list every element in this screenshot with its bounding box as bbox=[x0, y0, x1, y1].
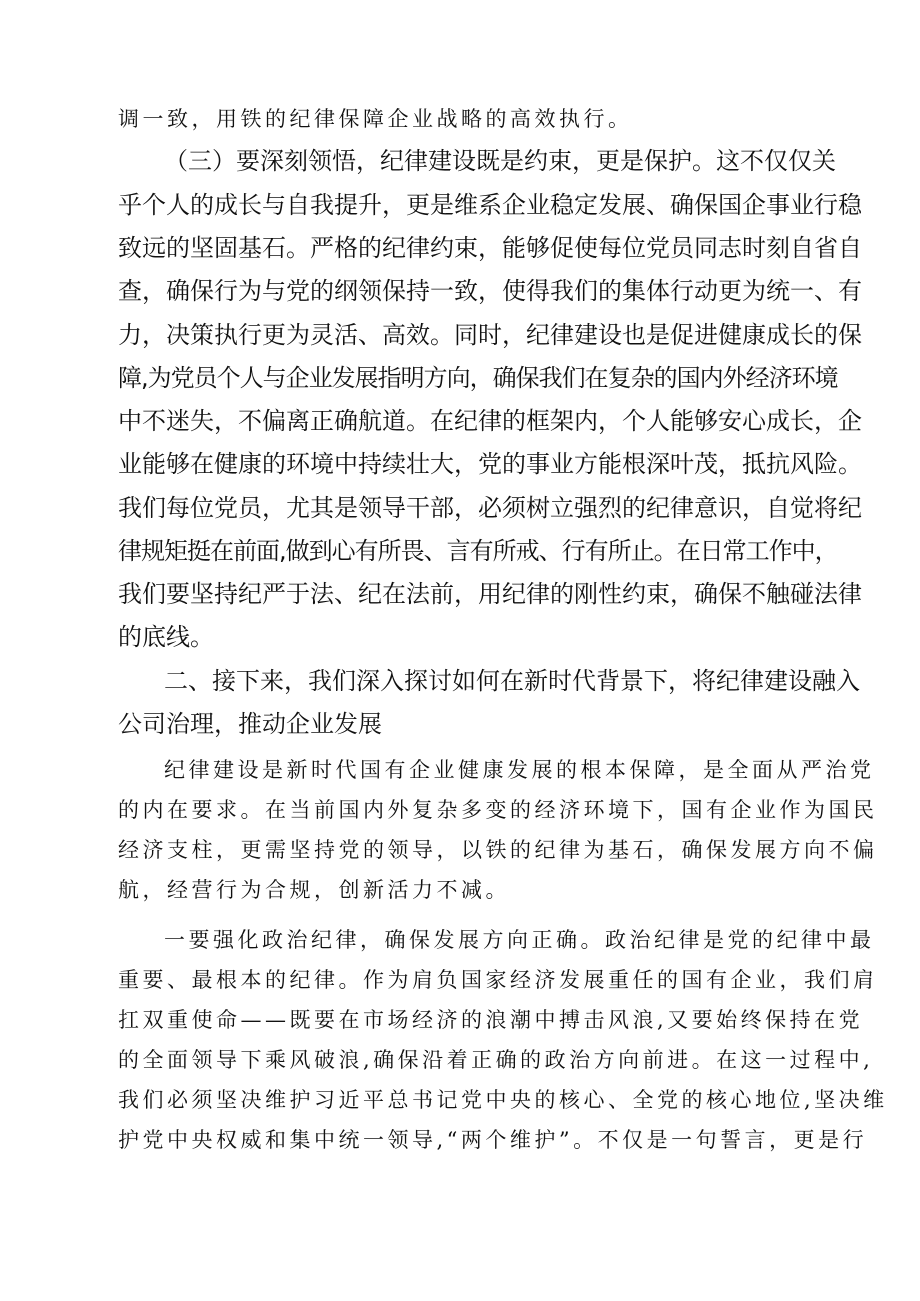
paragraph-4-line-4: 航，经营行为合规，创新活力不减。 bbox=[118, 878, 510, 902]
paragraph-3-line-3: 致远的坚固基石。严格的纪律约束，能够促使每位党员同志时刻自省自 bbox=[118, 234, 862, 262]
paragraph-3-line-7: 中不迷失，不偏离正确航道。在纪律的框架内，个人能够安心成长，企 bbox=[118, 407, 862, 435]
paragraph-3-line-12: 的底线。 bbox=[118, 623, 214, 651]
paragraph-3-line-10: 律规矩挺在前面,做到心有所畏、言有所戒、行有所止。在日常工作中， bbox=[118, 537, 838, 565]
paragraph-5-line-4: 的全面领导下乘风破浪,确保沿着正确的政治方向前进。在这一过程中, bbox=[118, 1048, 874, 1072]
paragraph-3-line-1: （三）要深刻领悟，纪律建设既是约束，更是保护。这不仅仅关 bbox=[164, 147, 836, 175]
paragraph-3-line-9: 我们每位党员，尤其是领导干部，必须树立强烈的纪律意识，自觉将纪 bbox=[118, 494, 862, 522]
carryover-line: 调一致，用铁的纪律保障企业战略的高效执行。 bbox=[118, 107, 633, 131]
paragraph-3-line-6: 障,为党员个人与企业发展指明方向，确保我们在复杂的国内外经济环境 bbox=[118, 364, 838, 392]
paragraph-4-line-2: 的内在要求。在当前国内外复杂多变的经济环境下，国有企业作为国民 bbox=[118, 798, 878, 822]
paragraph-3-line-2: 乎个人的成长与自我提升，更是维系企业稳定发展、确保国企事业行稳 bbox=[118, 191, 862, 219]
paragraph-5-line-5: 我们必须坚决维护习近平总书记党中央的核心、全党的核心地位,坚决维 bbox=[118, 1088, 888, 1112]
paragraph-3-line-11: 我们要坚持纪严于法、纪在法前，用纪律的刚性约束，确保不触碰法律 bbox=[118, 580, 862, 608]
paragraph-4-line-1: 纪律建设是新时代国有企业健康发展的根本保障，是全面从严治党 bbox=[164, 758, 875, 782]
paragraph-4-line-3: 经济支柱，更需坚持党的领导，以铁的纪律为基石，确保发展方向不偏 bbox=[118, 838, 878, 862]
paragraph-5-line-2: 重要、最根本的纪律。作为肩负国家经济发展重任的国有企业，我们肩 bbox=[118, 968, 878, 992]
paragraph-3-line-8: 业能够在健康的环境中持续壮大，党的事业方能根深叶茂，抵抗风险。 bbox=[118, 450, 862, 478]
paragraph-5-line-6: 护党中央权威和集中统一领导,“两个维护”。不仅是一句誓言，更是行 bbox=[118, 1128, 868, 1152]
paragraph-3-line-5: 力，决策执行更为灵活、高效。同时，纪律建设也是促进健康成长的保 bbox=[118, 321, 862, 349]
section-2-heading-line-1: 二、接下来，我们深入探讨如何在新时代背景下，将纪律建设融入 bbox=[164, 667, 860, 695]
section-2-heading-line-2: 公司治理，推动企业发展 bbox=[118, 710, 382, 738]
paragraph-3-line-4: 查，确保行为与党的纲领保持一致，使得我们的集体行动更为统一、有 bbox=[118, 277, 862, 305]
paragraph-5-line-1: 一要强化政治纪律，确保发展方向正确。政治纪律是党的纪律中最 bbox=[164, 928, 875, 952]
paragraph-5-line-3: 扛双重使命——既要在市场经济的浪潮中搏击风浪,又要始终保持在党 bbox=[118, 1008, 864, 1032]
